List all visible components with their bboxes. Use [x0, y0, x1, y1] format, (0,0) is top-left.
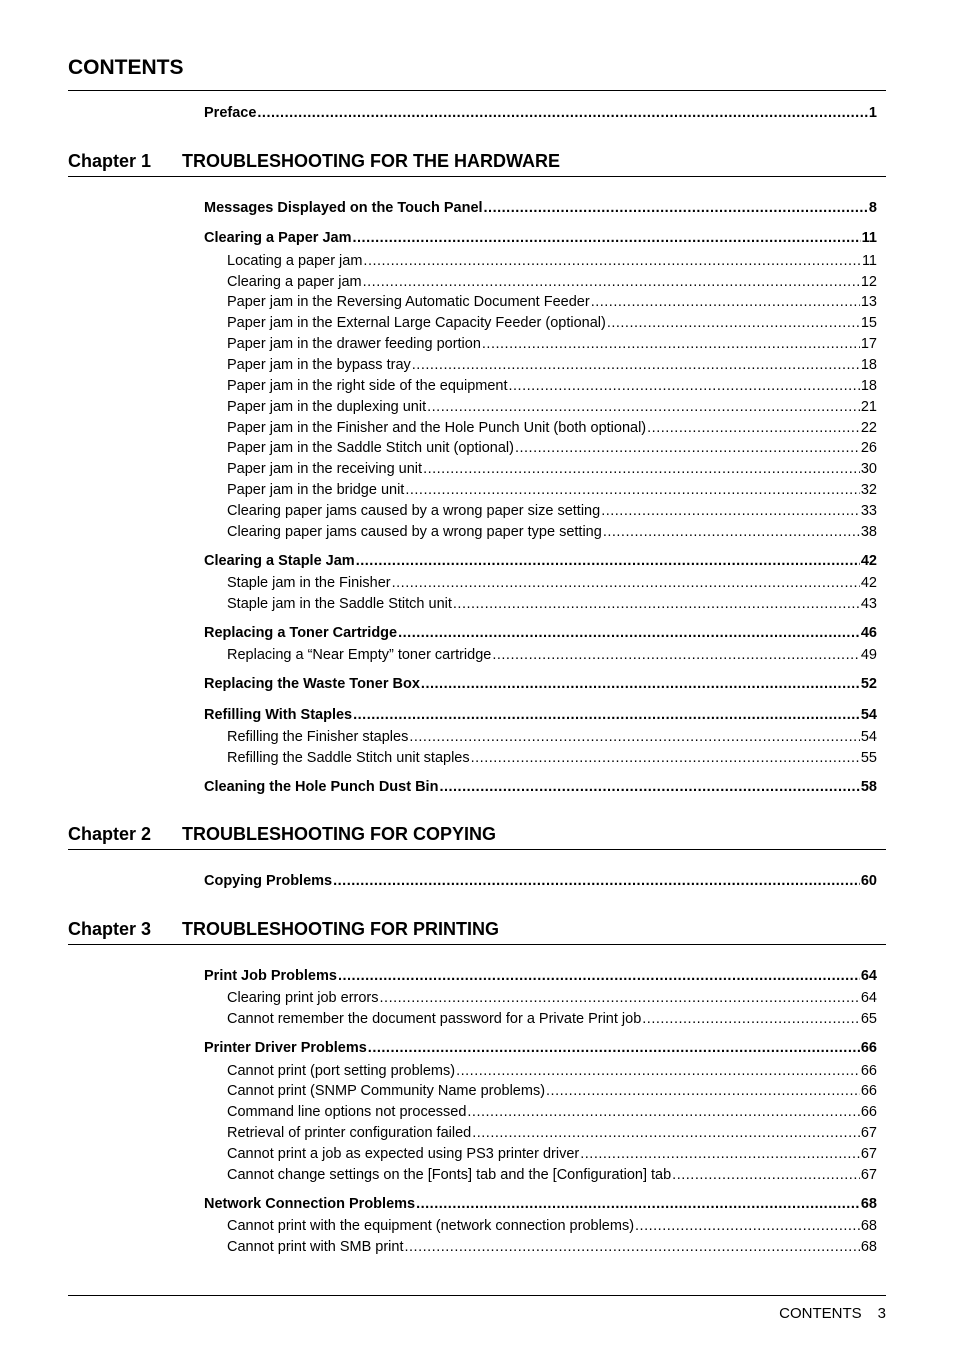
title-rule	[68, 90, 886, 91]
dot-leader	[467, 1103, 859, 1121]
entry-page: 68	[860, 1196, 877, 1212]
dot-leader	[482, 335, 860, 353]
entry-page: 1	[868, 105, 877, 121]
toc-subentry[interactable]	[227, 749, 877, 767]
entry-page: 15	[860, 315, 877, 331]
footer-page-number: 3	[877, 1305, 886, 1322]
toc-subentry[interactable]	[227, 481, 877, 499]
entry-title: Replacing the Waste Toner Box	[204, 676, 420, 692]
toc-subentry[interactable]	[227, 1217, 877, 1235]
dot-leader	[412, 356, 860, 374]
dot-leader	[363, 252, 861, 270]
entry-page: 43	[860, 596, 877, 612]
dot-leader	[416, 1195, 860, 1213]
dot-leader	[353, 706, 860, 724]
dot-leader	[635, 1217, 860, 1235]
dot-leader	[338, 967, 860, 985]
dot-leader	[591, 293, 860, 311]
entry-page: 17	[860, 336, 877, 352]
toc-subentry[interactable]	[227, 398, 877, 416]
entry-page: 33	[860, 503, 877, 519]
chapter-number: Chapter 1	[68, 151, 152, 171]
dot-leader	[353, 229, 861, 247]
entry-page: 60	[860, 873, 877, 889]
entry-title: Paper jam in the duplexing unit	[227, 399, 427, 415]
entry-title: Replacing a “Near Empty” toner cartridge	[227, 647, 492, 663]
toc-entry[interactable]	[204, 1195, 877, 1213]
entry-page: 55	[860, 750, 877, 766]
entry-page: 54	[860, 707, 877, 723]
dot-leader	[484, 199, 868, 217]
dot-leader	[456, 1062, 860, 1080]
dot-leader	[405, 481, 860, 499]
entry-page: 66	[860, 1063, 877, 1079]
dot-leader	[368, 1039, 860, 1057]
entry-title: Cleaning the Hole Punch Dust Bin	[204, 779, 439, 795]
entry-title: Clearing paper jams caused by a wrong paper size setting	[227, 503, 601, 519]
entry-page: 65	[860, 1011, 877, 1027]
toc-entry[interactable]	[204, 229, 877, 247]
dot-leader	[427, 398, 860, 416]
entry-title: Cannot change settings on the [Fonts] tab and the [Configuration] tab	[227, 1167, 672, 1183]
chapter-number: Chapter 2	[68, 824, 152, 844]
toc-entry[interactable]	[204, 199, 877, 217]
entry-title: Paper jam in the drawer feeding portion	[227, 336, 481, 352]
dot-leader	[642, 1010, 860, 1028]
dot-leader	[453, 595, 860, 613]
footer-label: CONTENTS	[779, 1305, 862, 1322]
dot-leader	[472, 1124, 860, 1142]
entry-page: 66	[860, 1040, 877, 1056]
entry-title: Cannot print (SNMP Community Name problems)	[227, 1083, 546, 1099]
entry-title: Cannot print (port setting problems)	[227, 1063, 456, 1079]
toc-subentry[interactable]	[227, 356, 877, 374]
toc-subentry[interactable]	[227, 595, 877, 613]
toc-subentry[interactable]	[227, 1166, 877, 1184]
toc-subentry[interactable]	[227, 1010, 877, 1028]
entry-title: Paper jam in the Reversing Automatic Document Feeder	[227, 294, 590, 310]
dot-leader	[439, 778, 859, 796]
entry-page: 68	[860, 1239, 877, 1255]
entry-page: 54	[860, 729, 877, 745]
toc-subentry[interactable]	[227, 502, 877, 520]
toc-entry[interactable]	[204, 1039, 877, 1057]
entry-title: Clearing a Staple Jam	[204, 553, 355, 569]
entry-title: Paper jam in the bypass tray	[227, 357, 411, 373]
dot-leader	[356, 552, 860, 570]
entry-title: Refilling the Finisher staples	[227, 729, 409, 745]
entry-title: Clearing a paper jam	[227, 274, 362, 290]
entry-page: 46	[860, 625, 877, 641]
entry-page: 22	[860, 420, 877, 436]
entry-page: 66	[860, 1083, 877, 1099]
toc-subentry[interactable]	[227, 1145, 877, 1163]
entry-page: 64	[860, 968, 877, 984]
entry-title: Cannot print with the equipment (network connection problems)	[227, 1218, 635, 1234]
entry-page: 49	[860, 647, 877, 663]
toc-subentry[interactable]	[227, 1082, 877, 1100]
entry-title: Clearing a Paper Jam	[204, 230, 352, 246]
dot-leader	[492, 646, 860, 664]
toc-subentry[interactable]	[227, 377, 877, 395]
entry-page: 11	[861, 230, 877, 246]
toc-entry[interactable]	[204, 675, 877, 693]
entry-page: 30	[860, 461, 877, 477]
toc-subentry[interactable]	[227, 1103, 877, 1121]
entry-title: Messages Displayed on the Touch Panel	[204, 200, 483, 216]
chapter-title: TROUBLESHOOTING FOR COPYING	[182, 824, 497, 844]
dot-leader	[601, 502, 860, 520]
chapter-title: TROUBLESHOOTING FOR PRINTING	[182, 919, 499, 939]
dot-leader	[509, 377, 860, 395]
entry-title: Cannot print with SMB print	[227, 1239, 404, 1255]
toc-subentry[interactable]	[227, 989, 877, 1007]
entry-title: Refilling the Saddle Stitch unit staples	[227, 750, 470, 766]
entry-page: 67	[860, 1167, 877, 1183]
toc-subentry[interactable]	[227, 1238, 877, 1256]
entry-page: 66	[860, 1104, 877, 1120]
chapter-title: TROUBLESHOOTING FOR THE HARDWARE	[182, 151, 560, 171]
entry-page: 42	[860, 575, 877, 591]
entry-title: Clearing print job errors	[227, 990, 379, 1006]
page-title: CONTENTS	[68, 56, 184, 79]
entry-page: 13	[860, 294, 877, 310]
toc-entry[interactable]	[204, 624, 877, 642]
entry-page: 18	[860, 357, 877, 373]
entry-title: Copying Problems	[204, 873, 333, 889]
toc-entry[interactable]	[204, 967, 877, 985]
toc-entry[interactable]	[204, 778, 877, 796]
chapter-number: Chapter 3	[68, 919, 152, 939]
entry-title: Preface	[204, 105, 257, 121]
entry-page: 42	[860, 553, 877, 569]
dot-leader	[546, 1082, 860, 1100]
page-footer	[779, 1305, 886, 1322]
entry-page: 32	[860, 482, 877, 498]
toc-entry-preface[interactable]	[204, 104, 877, 122]
toc-subentry[interactable]	[227, 273, 877, 291]
entry-page: 26	[860, 440, 877, 456]
entry-page: 64	[860, 990, 877, 1006]
entry-page: 38	[860, 524, 877, 540]
entry-title: Retrieval of printer configuration failed	[227, 1125, 472, 1141]
dot-leader	[257, 104, 868, 122]
chapter-rule	[68, 176, 886, 177]
toc-subentry[interactable]	[227, 646, 877, 664]
entry-title: Refilling With Staples	[204, 707, 353, 723]
toc-entry[interactable]	[204, 872, 877, 890]
entry-title: Cannot print a job as expected using PS3 printer driver	[227, 1146, 580, 1162]
entry-title: Paper jam in the bridge unit	[227, 482, 405, 498]
toc-subentry[interactable]	[227, 728, 877, 746]
dot-leader	[647, 419, 860, 437]
toc-subentry[interactable]	[227, 293, 877, 311]
dot-leader	[405, 1238, 860, 1256]
dot-leader	[672, 1166, 860, 1184]
dot-leader	[380, 989, 860, 1007]
entry-page: 67	[860, 1146, 877, 1162]
entry-title: Locating a paper jam	[227, 253, 363, 269]
entry-page: 21	[860, 399, 877, 415]
entry-page: 18	[860, 378, 877, 394]
chapter-rule	[68, 944, 886, 945]
dot-leader	[398, 624, 860, 642]
toc-entry[interactable]	[204, 552, 877, 570]
entry-title: Staple jam in the Saddle Stitch unit	[227, 596, 452, 612]
dot-leader	[515, 439, 860, 457]
toc-subentry[interactable]	[227, 419, 877, 437]
dot-leader	[409, 728, 860, 746]
entry-title: Paper jam in the receiving unit	[227, 461, 423, 477]
toc-subentry[interactable]	[227, 574, 877, 592]
entry-title: Clearing paper jams caused by a wrong paper type setting	[227, 524, 602, 540]
entry-page: 67	[860, 1125, 877, 1141]
toc-subentry[interactable]	[227, 523, 877, 541]
dot-leader	[363, 273, 860, 291]
footer-rule	[68, 1295, 886, 1296]
dot-leader	[423, 460, 860, 478]
entry-title: Staple jam in the Finisher	[227, 575, 391, 591]
entry-title: Paper jam in the Saddle Stitch unit (optional)	[227, 440, 514, 456]
entry-title: Network Connection Problems	[204, 1196, 416, 1212]
toc-subentry[interactable]	[227, 252, 877, 270]
chapter-rule	[68, 849, 886, 850]
toc-subentry[interactable]	[227, 460, 877, 478]
entry-title: Command line options not processed	[227, 1104, 467, 1120]
toc-subentry[interactable]	[227, 1062, 877, 1080]
entry-title: Paper jam in the External Large Capacity Feeder (optional)	[227, 315, 606, 331]
dot-leader	[421, 675, 860, 693]
dot-leader	[392, 574, 860, 592]
entry-title: Printer Driver Problems	[204, 1040, 367, 1056]
entry-title: Replacing a Toner Cartridge	[204, 625, 398, 641]
entry-page: 11	[861, 253, 877, 269]
dot-leader	[603, 523, 860, 541]
dot-leader	[580, 1145, 860, 1163]
toc-subentry[interactable]	[227, 439, 877, 457]
dot-leader	[333, 872, 860, 890]
entry-title: Print Job Problems	[204, 968, 337, 984]
toc-subentry[interactable]	[227, 314, 877, 332]
entry-page: 52	[860, 676, 877, 692]
entry-title: Paper jam in the right side of the equipment	[227, 378, 508, 394]
entry-title: Cannot remember the document password for a Private Print job	[227, 1011, 642, 1027]
entry-title: Paper jam in the Finisher and the Hole Punch Unit (both optional)	[227, 420, 647, 436]
toc-subentry[interactable]	[227, 335, 877, 353]
dot-leader	[607, 314, 860, 332]
entry-page: 68	[860, 1218, 877, 1234]
toc-subentry[interactable]	[227, 1124, 877, 1142]
toc-entry[interactable]	[204, 706, 877, 724]
entry-page: 8	[868, 200, 877, 216]
dot-leader	[471, 749, 860, 767]
entry-page: 58	[860, 779, 877, 795]
entry-page: 12	[860, 274, 877, 290]
